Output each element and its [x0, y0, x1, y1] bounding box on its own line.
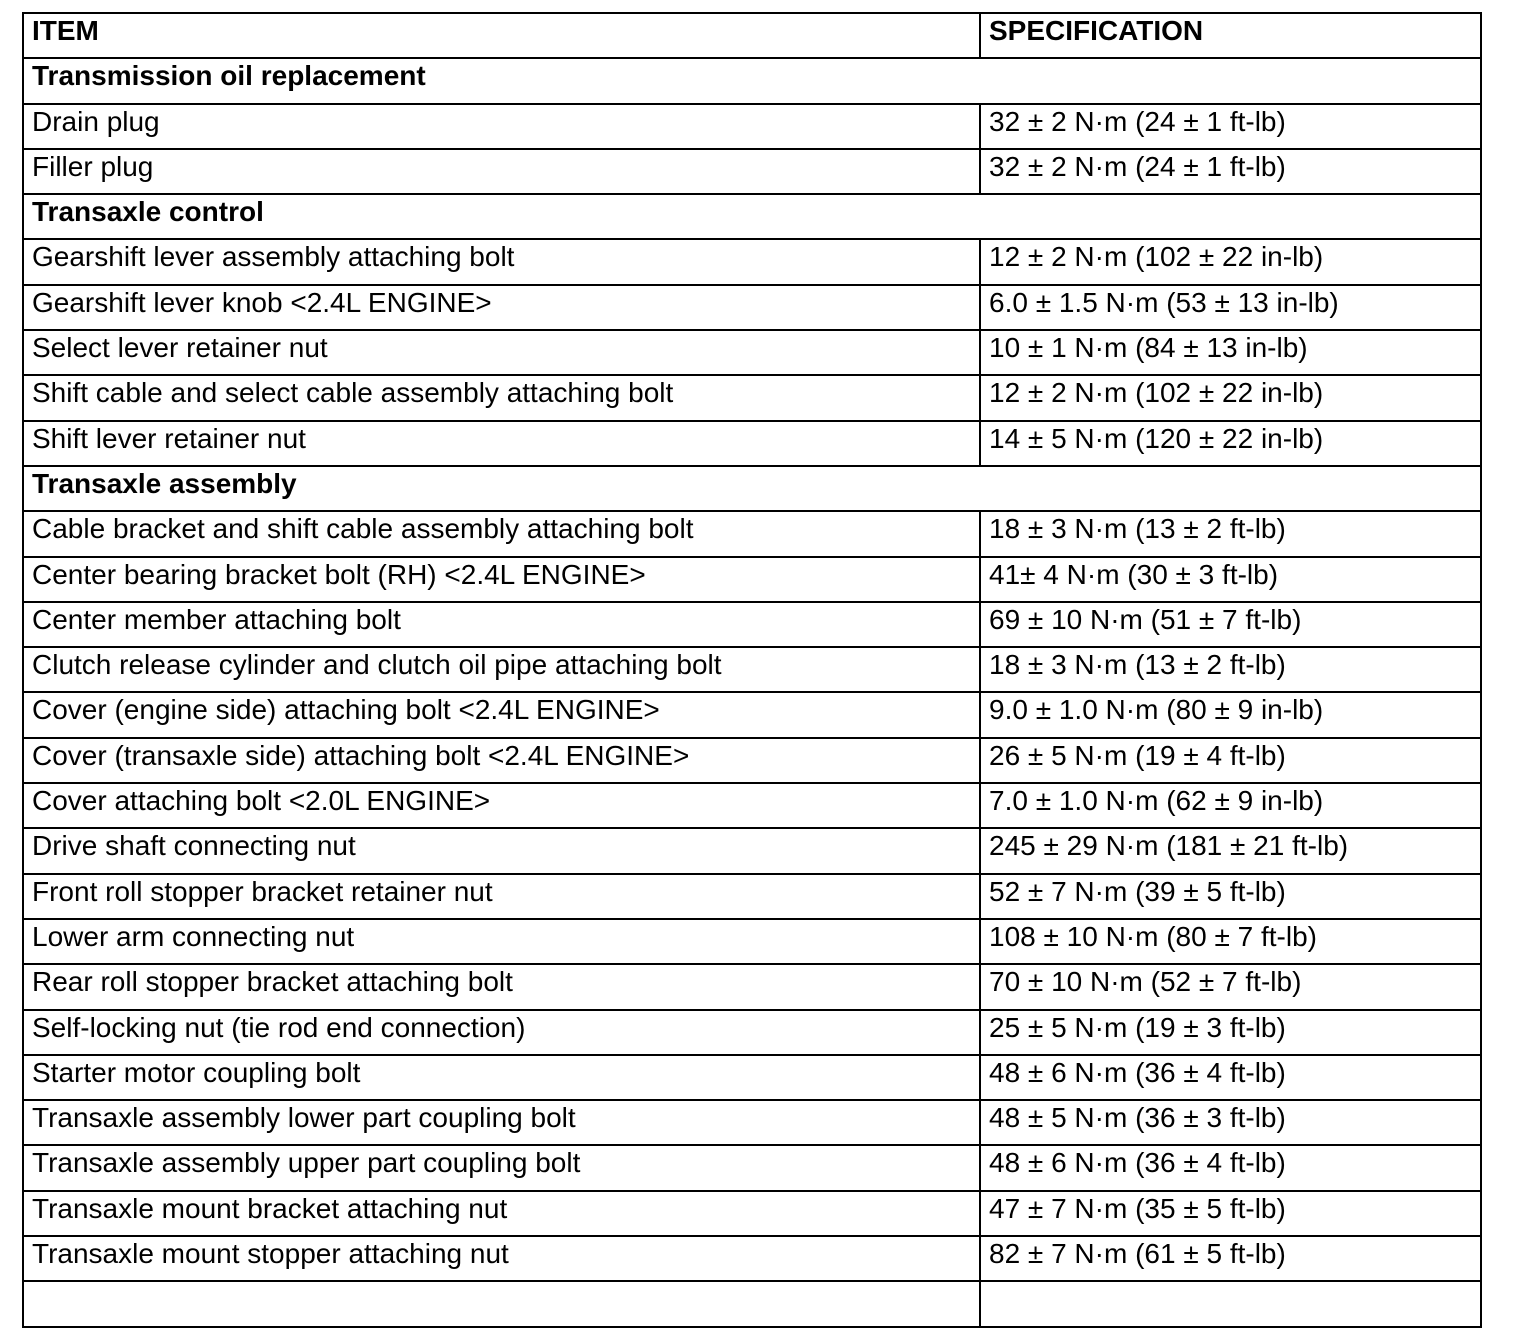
table-row	[23, 1191, 1481, 1236]
item-cell: Clutch release cylinder and clutch oil pipe attaching bolt	[23, 647, 980, 692]
spec-cell: 10 ± 1 N·m (84 ± 13 in-lb)	[980, 330, 1481, 375]
table-row	[23, 692, 1481, 737]
table-row	[23, 1055, 1481, 1100]
spec-cell: 7.0 ± 1.0 N·m (62 ± 9 in-lb)	[980, 783, 1481, 828]
item-cell: Starter motor coupling bolt	[23, 1055, 980, 1100]
table-row	[23, 1281, 1481, 1326]
table-row	[23, 602, 1481, 647]
table-row	[23, 104, 1481, 149]
table-row	[23, 421, 1481, 466]
table-row	[23, 239, 1481, 284]
spec-cell: 32 ± 2 N·m (24 ± 1 ft-lb)	[980, 149, 1481, 194]
table-row	[23, 375, 1481, 420]
table-row	[23, 149, 1481, 194]
item-cell: Shift cable and select cable assembly attaching bolt	[23, 375, 980, 420]
item-cell: Center member attaching bolt	[23, 602, 980, 647]
item-cell: Select lever retainer nut	[23, 330, 980, 375]
spec-cell: 48 ± 6 N·m (36 ± 4 ft-lb)	[980, 1145, 1481, 1190]
section-title: Transaxle control	[23, 194, 1481, 239]
table-row	[23, 1145, 1481, 1190]
section-header-row	[23, 58, 1481, 103]
spec-cell: 18 ± 3 N·m (13 ± 2 ft-lb)	[980, 511, 1481, 556]
item-cell: Drain plug	[23, 104, 980, 149]
spec-cell: 41± 4 N·m (30 ± 3 ft-lb)	[980, 557, 1481, 602]
spec-cell: 26 ± 5 N·m (19 ± 4 ft-lb)	[980, 738, 1481, 783]
spec-cell: 70 ± 10 N·m (52 ± 7 ft-lb)	[980, 964, 1481, 1009]
spec-cell: 6.0 ± 1.5 N·m (53 ± 13 in-lb)	[980, 285, 1481, 330]
spec-cell: 52 ± 7 N·m (39 ± 5 ft-lb)	[980, 874, 1481, 919]
item-cell: Cover (engine side) attaching bolt <2.4L ENGINE>	[23, 692, 980, 737]
item-cell: Transaxle assembly upper part coupling bolt	[23, 1145, 980, 1190]
spec-cell: 12 ± 2 N·m (102 ± 22 in-lb)	[980, 375, 1481, 420]
item-cell: Filler plug	[23, 149, 980, 194]
table-row	[23, 828, 1481, 873]
spec-cell: 69 ± 10 N·m (51 ± 7 ft-lb)	[980, 602, 1481, 647]
spec-cell: 108 ± 10 N·m (80 ± 7 ft-lb)	[980, 919, 1481, 964]
table-row	[23, 330, 1481, 375]
spec-cell: 47 ± 7 N·m (35 ± 5 ft-lb)	[980, 1191, 1481, 1236]
spec-cell: 25 ± 5 N·m (19 ± 3 ft-lb)	[980, 1010, 1481, 1055]
item-cell	[23, 1281, 980, 1326]
table-row	[23, 738, 1481, 783]
item-cell: Cover (transaxle side) attaching bolt <2.4L ENGINE>	[23, 738, 980, 783]
table-row	[23, 647, 1481, 692]
section-header-row	[23, 194, 1481, 239]
spec-cell: 32 ± 2 N·m (24 ± 1 ft-lb)	[980, 104, 1481, 149]
spec-cell: 12 ± 2 N·m (102 ± 22 in-lb)	[980, 239, 1481, 284]
item-cell: Transaxle mount bracket attaching nut	[23, 1191, 980, 1236]
item-cell: Gearshift lever knob <2.4L ENGINE>	[23, 285, 980, 330]
torque-specification-table	[22, 12, 1482, 1328]
spec-cell: 48 ± 6 N·m (36 ± 4 ft-lb)	[980, 1055, 1481, 1100]
item-cell: Rear roll stopper bracket attaching bolt	[23, 964, 980, 1009]
section-header-row	[23, 466, 1481, 511]
table-row	[23, 964, 1481, 1009]
spec-cell	[980, 1281, 1481, 1326]
table-row	[23, 1236, 1481, 1281]
table-row	[23, 783, 1481, 828]
table-row	[23, 285, 1481, 330]
spec-cell: 18 ± 3 N·m (13 ± 2 ft-lb)	[980, 647, 1481, 692]
spec-cell: 9.0 ± 1.0 N·m (80 ± 9 in-lb)	[980, 692, 1481, 737]
section-title: Transaxle assembly	[23, 466, 1481, 511]
spec-cell: 48 ± 5 N·m (36 ± 3 ft-lb)	[980, 1100, 1481, 1145]
section-title: Transmission oil replacement	[23, 58, 1481, 103]
item-column-header: ITEM	[23, 13, 980, 58]
item-cell: Transaxle mount stopper attaching nut	[23, 1236, 980, 1281]
item-cell: Center bearing bracket bolt (RH) <2.4L ENGINE>	[23, 557, 980, 602]
table-body	[23, 58, 1481, 1326]
table-row	[23, 1010, 1481, 1055]
spec-cell: 14 ± 5 N·m (120 ± 22 in-lb)	[980, 421, 1481, 466]
item-cell: Gearshift lever assembly attaching bolt	[23, 239, 980, 284]
item-cell: Lower arm connecting nut	[23, 919, 980, 964]
table-row	[23, 511, 1481, 556]
item-cell: Transaxle assembly lower part coupling bolt	[23, 1100, 980, 1145]
table-row	[23, 1100, 1481, 1145]
table-header-row	[23, 13, 1481, 58]
table-row	[23, 557, 1481, 602]
specification-column-header: SPECIFICATION	[980, 13, 1481, 58]
table-row	[23, 874, 1481, 919]
item-cell: Front roll stopper bracket retainer nut	[23, 874, 980, 919]
item-cell: Shift lever retainer nut	[23, 421, 980, 466]
spec-cell: 82 ± 7 N·m (61 ± 5 ft-lb)	[980, 1236, 1481, 1281]
torque-spec-sheet	[22, 12, 1480, 1328]
spec-cell: 245 ± 29 N·m (181 ± 21 ft-lb)	[980, 828, 1481, 873]
item-cell: Cover attaching bolt <2.0L ENGINE>	[23, 783, 980, 828]
item-cell: Drive shaft connecting nut	[23, 828, 980, 873]
table-row	[23, 919, 1481, 964]
item-cell: Self-locking nut (tie rod end connection)	[23, 1010, 980, 1055]
item-cell: Cable bracket and shift cable assembly attaching bolt	[23, 511, 980, 556]
